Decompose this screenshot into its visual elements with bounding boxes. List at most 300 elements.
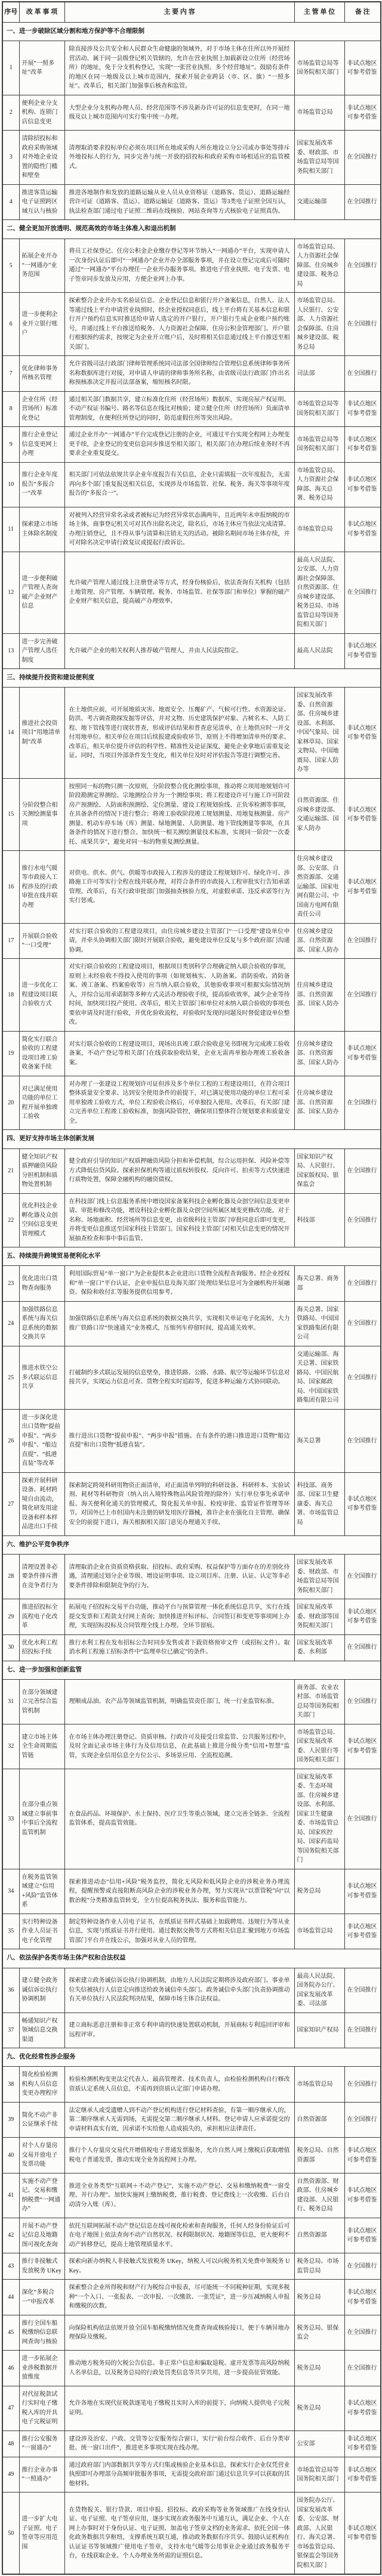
main-content-cell: 探索向新办纳税人非接触式发放税务 UKey，纳税人可以向税务机关免费申领税务 UKey。	[64, 2253, 294, 2280]
main-content-cell: 探索建立政务诚信诉讼执行协调机制，由地方人民法院定期将涉及政府部门、事业单位失信被执行人信息定向推送给政务诚信牵头部门。政务诚信牵头部门负责协调推动有关单位执行人民法院判决结果，保障市场主体合法权益。	[64, 1968, 294, 2012]
row-number-cell: 50	[2, 2493, 19, 2575]
table-row	[2, 2431, 381, 2457]
row-number-cell: 27	[2, 1472, 19, 1535]
remark-cell: 在全国推行	[344, 293, 381, 356]
remark-cell: 在全国推行	[344, 1193, 381, 1247]
column-header-reform-item: 改 革 事 项	[19, 2, 64, 23]
remark-cell: 非试点地区可参考借鉴	[344, 2457, 381, 2493]
row-number-cell: 39	[2, 2102, 19, 2138]
responsible-unit-cell: 交通运输部、海关总署、国家铁路局、中国民航局、国家邮政局、中国国家铁路集团有限公司	[294, 1346, 344, 1409]
remark-cell: 在全国推行	[344, 1634, 381, 1661]
row-number-cell: 20	[2, 1076, 19, 1130]
table-row	[2, 1266, 381, 1302]
main-content-cell: 除直接涉及公共安全和人民群众生命健康的领域外，对于市场主体在住所以外开展经营活动、属于同一县级登记机关管辖的，允许在营业执照上加载新设立住所（经营场所）的地址，免于分支机构登记，实现“一张营业执照、多个经营地址”。鼓励有条件的地区在同一地级及以上城市范围内，探索开展企业跨县（市、区、旗）“一照多址”。改革后，相关部门加强事后核查和监管。	[64, 41, 294, 95]
table-row	[2, 239, 381, 293]
reform-item-cell: 在部分领域建立完善综合监管机制	[19, 1679, 64, 1724]
responsible-unit-cell: 国务院办公厅、国家发展改革委、公安部、财政部、人民银行、海关总署、市场监管总局、银保监会等国务院相关部门	[294, 2493, 344, 2575]
reform-item-cell: 建立市场主体全生命周期监管链	[19, 1724, 64, 1769]
table-row	[2, 1724, 381, 1769]
remark-cell: 非试点地区可参考借鉴	[344, 1869, 381, 1914]
responsible-unit-cell: 市场监管总局	[294, 1914, 344, 1949]
row-number-cell: 26	[2, 1409, 19, 1472]
responsible-unit-cell: 税务总局	[294, 2386, 344, 2431]
row-number-cell: 15	[2, 778, 19, 851]
row-number-cell: 36	[2, 1968, 19, 2012]
section-header-row	[2, 1661, 381, 1679]
main-content-cell: 允许破产管理人通过线上注册登录等方式，经身份核验后，依法查询有关机构（包括土地管理、房产管理、车辆管理、税务、市场监管、社保等部门和单位）掌握的破产企业财产相关信息，提高破产办理效率。	[64, 552, 294, 633]
row-number-cell: 8	[2, 391, 19, 427]
section-header-row	[2, 23, 381, 41]
section-header-row	[2, 220, 381, 239]
remark-cell: 在全国推行	[344, 2253, 381, 2280]
table-row	[2, 1031, 381, 1076]
table-row	[2, 1869, 381, 1914]
row-number-cell: 44	[2, 2280, 19, 2315]
responsible-unit-cell: 海关总署	[294, 1409, 344, 1472]
main-content-cell: 探索整合企业所得税和财产行为税综合申报表，尽可能统一不同税种征期，实现多税种“一个入口、一张报表、一次申报、一次缴款、一张凭证”，进一步压减纳税人申报和缴税的次数。	[64, 2280, 294, 2315]
remark-cell: 非试点地区可参考借鉴	[344, 427, 381, 463]
row-number-cell: 3	[2, 131, 19, 185]
reform-item-cell: 开展联合验收“一口受理”	[19, 923, 64, 959]
main-content-cell: 建立商标恶意注册和非正常专利申请的快速处置联动机制，开展商标专利巡回评审和远程评审。	[64, 2012, 294, 2048]
reform-measures-table	[2, 1, 381, 2575]
table-header-row	[2, 2, 381, 23]
main-content-cell: 在土地供应前，可开展地质灾害、地震安全、压覆矿产、气候可行性、水资源论证、防洪、考古调查勘探发掘等评估，并对文物、历史建筑保护对象、古树名木、人防工程、地下管线等进行现状普查，形成评估结果和普查意见清单，在土地供应时一并交付用地单位。相关单位在项目后续报建或验收环节，原则上不得增加清单外的要求。改革后，相关单位提升评估的科学性、精准性及论证深度，避免企业拿地后需重复论证。同时，当项目外部条件发生变化，相关单位及时对评估报告等进行调整完善。	[64, 688, 294, 779]
main-content-cell: 在市场主体办理注册登记、资质审核、行政许可及接受日常监管、公共服务过程中，及时全面记录市场主体行为及信用信息，在此基础上推进分级分类“信用+智慧”监管，实现企业信用信息全方位公示、多场景应用、全流程追溯。	[64, 1724, 294, 1769]
responsible-unit-cell: 最高人民法院、公安部、人力资源社会保障部、自然资源部、住房城乡建设部、税务总局、市场监管总局等国务院相关部门	[294, 552, 344, 633]
table-row	[2, 184, 381, 220]
row-number-cell: 49	[2, 2457, 19, 2493]
main-content-cell: 对被列入经营异常名录或者被标记为经营异常状态满两年，且近两年未申报纳税的市场主体，商事登记机关可对其作出除名决定，除名后，市场主体应当依法完成清算、办理注销登记，且不得从事与清算和注销无关的活动。被除名期间市场主体存续，并可对除名决定申请行政复议或提起行政诉讼。	[64, 507, 294, 552]
section-title: 九、优化经常性涉企服务	[2, 2048, 381, 2067]
reform-item-cell: 进一步完善破产管理人选任制度	[19, 633, 64, 669]
row-number-cell: 34	[2, 1869, 19, 1914]
table-row	[2, 552, 381, 633]
section-header-row	[2, 1949, 381, 1968]
remark-cell: 在全国推行	[344, 923, 381, 959]
remark-cell: 在全国推行	[344, 1266, 381, 1302]
table-row	[2, 1301, 381, 1346]
column-header-responsible-unit: 主 管 单 位	[294, 2, 344, 23]
responsible-unit-cell: 市场监管总局、人民银行、公安部、人力资源社会保障部、住房城乡建设部、税务总局	[294, 293, 344, 356]
column-header-remark: 备 注	[344, 2, 381, 23]
remark-cell: 在全国推行	[344, 959, 381, 1032]
remark-cell: 在全国推行	[344, 2012, 381, 2048]
reform-item-cell: 推行全国车船税缴纳信息联网查询与核验	[19, 2315, 64, 2351]
reform-item-cell: 对个人存量房交易开放电子发票功能	[19, 2138, 64, 2174]
responsible-unit-cell: 税务总局、银保监会	[294, 2315, 344, 2351]
table-row	[2, 1472, 381, 1535]
main-content-cell: 推动地方税务局的欠税公告信息、非正常户信息和骗取退税、虚开发票等高风险纳税人名单信息，以及税务总局的行政处罚类信息等共享共用，进一步提高征管效能。	[64, 2351, 294, 2386]
responsible-unit-cell: 住房城乡建设部、自然资源部、国家人防办	[294, 1031, 344, 1076]
reform-item-cell: 进一步扩大电子证照、电子签章等应用范围	[19, 2493, 64, 2575]
reform-item-cell: 推行公安服务“一窗通办”	[19, 2431, 64, 2457]
responsible-unit-cell: 国家发展改革委、自然资源部、住房城乡建设部、水利部、中国气象局、国家林草局、国家文物局、中国地震局、国家人防办等	[294, 688, 344, 779]
row-number-cell: 7	[2, 356, 19, 392]
remark-cell: 非试点地区可参考借鉴	[344, 1914, 381, 1949]
table-row	[2, 851, 381, 924]
remark-cell: 非试点地区可参考借鉴	[344, 633, 381, 669]
row-number-cell: 4	[2, 184, 19, 220]
responsible-unit-cell: 科技部	[294, 1193, 344, 1247]
table-row	[2, 2386, 381, 2431]
table-row	[2, 462, 381, 507]
table-row	[2, 1409, 381, 1472]
reform-item-cell: 对已满足使用功能的单位工程开展单独竣工验收	[19, 1076, 64, 1130]
reform-item-cell: 分阶段整合相关测绘测量事项	[19, 778, 64, 851]
remark-cell: 非试点地区可参考借鉴	[344, 41, 381, 95]
reform-item-cell: 清理设置非必要条件排斥潜在竞争者行为	[19, 1555, 64, 1599]
responsible-unit-cell: 市场监管总局	[294, 95, 344, 131]
remark-cell: 非试点地区可参考借鉴	[344, 2218, 381, 2253]
remark-cell: 在全国推行	[344, 356, 381, 392]
responsible-unit-cell: 税务总局	[294, 2351, 344, 2386]
main-content-cell: 大型企业分支机构办理人员、经营范围等不涉及新办许可证的信息变更时，在同一地级及以上城市范围内可实行集中统一办理。	[64, 95, 294, 131]
column-header-main-content: 主 要 内 容	[64, 2, 294, 23]
row-number-cell: 37	[2, 2012, 19, 2048]
remark-cell: 在全国推行	[344, 1555, 381, 1599]
remark-cell: 非试点地区可参考借鉴	[344, 1599, 381, 1635]
responsible-unit-cell: 科技部、商务部、国家卫生健康委、海关总署、市场监管总局	[294, 1472, 344, 1535]
section-header-row	[2, 1247, 381, 1266]
reform-item-cell: 简化检验检测机构人员信息变更办理程序	[19, 2067, 64, 2103]
reform-item-cell: 在部分重点领域建立事前事中事后全流程监管机制	[19, 1769, 64, 1869]
remark-cell: 在全国推行	[344, 131, 381, 185]
row-number-cell: 16	[2, 851, 19, 924]
table-row	[2, 2138, 381, 2174]
main-content-cell: 依托互联网拓展不动产登记信息在线可视化检索和查询服务，任何人经身份验证后可在电子地图上依法查询不动产自然状况、权利限制状况、地籍图等信息，更大便利不动产转移登记，提高土地管理质量水平。	[64, 2218, 294, 2253]
responsible-unit-cell: 最高人民法院	[294, 633, 344, 669]
responsible-unit-cell: 国家发展改革委、财政部、市场监管总局等国务院相关部门	[294, 1555, 344, 1599]
table-body	[2, 23, 381, 2575]
row-number-cell: 17	[2, 923, 19, 959]
section-title: 八、依法保护各类市场主体产权和合法权益	[2, 1949, 381, 1968]
table-row	[2, 2173, 381, 2218]
section-title: 一、进一步破除区域分割和地方保护等不合理限制	[2, 23, 381, 41]
row-number-cell: 6	[2, 293, 19, 356]
responsible-unit-cell: 市场监管总局	[294, 2067, 344, 2103]
remark-cell: 在全国推行	[344, 1769, 381, 1869]
responsible-unit-cell: 市场监管总局等国务院相关部门	[294, 2457, 344, 2493]
reform-item-cell: 畅通知识产权领域信息交换渠道	[19, 2012, 64, 2048]
remark-cell: 非试点地区可参考借鉴	[344, 2493, 381, 2575]
responsible-unit-cell: 公安部	[294, 2431, 344, 2457]
table-row	[2, 2218, 381, 2253]
responsible-unit-cell: 国家发展改革委、生态环境部、住房城乡建设部、水利部、国家卫生健康委、市场监管总局、国家疾控局、国家药监局等国务院相关部门	[294, 1769, 344, 1869]
responsible-unit-cell: 交通运输部	[294, 184, 344, 220]
main-content-cell: 向保险机构依法依规开放全国车船税缴纳情况免费查询或核验接口，便于车辆异地办理保险及缴税。	[64, 2315, 294, 2351]
reform-item-cell: 实行特种设备作业人员证书电子化管理	[19, 1914, 64, 1949]
remark-cell: 非试点地区可参考借鉴	[344, 462, 381, 507]
main-content-cell: 推行水利工程在发布招标公告时同步发售或者下载资格预审文件（或招标文件）。取消水利工程施工招标条件中“监理单位已确定”的条件。	[64, 1634, 294, 1661]
main-content-cell: 允许破产企业的相关权利人推荐破产管理人，并由人民法院指定。	[64, 633, 294, 669]
remark-cell: 非试点地区可参考借鉴	[344, 688, 381, 779]
responsible-unit-cell: 国家发展改革委、水利部	[294, 1634, 344, 1661]
main-content-cell: 加强铁路信息系统与海关信息系统的数据交换共享，实现相关单证电子化流转，大力推广铁路口岸“快速通关”业务模式，压缩列车停留时间，提高通关效率。	[64, 1301, 294, 1346]
table-row	[2, 959, 381, 1032]
reform-item-cell: 推行企业登记信息变更网上办理	[19, 427, 64, 463]
row-number-cell: 14	[2, 688, 19, 779]
remark-cell: 在全国推行	[344, 2315, 381, 2351]
main-content-cell: 法定继承人或受遗赠人到不动产登记机构进行登记材料查验，有第一顺序继承人的，第二顺序继承人无需到场，无需提交第二顺序继承人材料。登记申请人应承诺提交的申请材料真实有效，因承诺不实给他人造成损失的，承担相应法律责任。	[64, 2102, 294, 2138]
responsible-unit-cell: 税务总局、市场监管总局	[294, 2253, 344, 2280]
table-row	[2, 427, 381, 463]
reform-item-cell: 推进水铁空公多式联运信息共享	[19, 1346, 64, 1409]
main-content-cell: 按照同一标的物只测一次原则，分阶段整合优化测绘事项，推动将立项用地规划许可阶段勘测定界测绘、宗地测绘合并为一个测绘事项；将工程建设许可与施工许可阶段房产预测绘、人防面积预测绘、定位测量、建设工程规划验线、正负零检测等事项，在具备条件的情况下进行整合；将竣工验收阶段竣工规划测量、用地复核测量、房产测量、机动车停车场（库）测量、绿地测量、人防测量、地下管线测量等事项，在具备条件的情况下进行整合。加快统一相关测绘测量技术标准，实现同一阶段“一次委托、成果共享”，避免对同一标的物重复测绘测量。	[64, 778, 294, 851]
remark-cell: 在全国推行	[344, 1076, 381, 1130]
responsible-unit-cell: 住房城乡建设部、自然资源部、国家人防办	[294, 959, 344, 1032]
table-row	[2, 1914, 381, 1949]
main-content-cell: 探索制定跨境科研用物资正面清单，对正面清单列明的科研设备、科研样本、实验试剂、耗材等科研物资（纳入出入境特殊物品风险管理的除外）实行单位事先承诺申报、海关便利化通关的管理模式，简化报关单申报、检疫审批、监管证件管理等环节。对国外已上市但国内未注册的研发用医疗器械，准许企业在强化自主管理、确保安全的前提下进口，海关根据相关部门意见办理通关手续。	[64, 1472, 294, 1535]
main-content-cell: 在货物报关、银行贷款、项目申报、招投标、政府采购等业务领域推广在线身份认证、电子证照、电子签章应用，逐步实现在政务服务中互通互认，满足企业、个人在网上办事时对于身份认证、电子证照、加盖电子签章文档的业务需求。依托全国一体化政务数据共享枢纽，支撑系统互联互通，推动政务数据有序共享。鼓励认证机构在认证证书等领域推广使用电子签章，支持水电气暖等公用事业企业通过政务服务平台，在线获取企业、个人办理业务所需的证照信息。	[64, 2493, 294, 2575]
table-row	[2, 2280, 381, 2315]
table-row	[2, 1679, 381, 1724]
main-content-cell: 探索推进动态“信用+风险”税务监控，简化无风险和低风险企业的涉税业务办理流程，提醒预警或直接阻断高风险企业的涉税业务办理，努力实现从“以票管税”向“以数治税”分类精准监管转变，全方位提高税务执法、服务和监管能力。	[64, 1869, 294, 1914]
reform-item-cell: 开展“一照多址”改革	[19, 41, 64, 95]
table-row	[2, 2351, 381, 2386]
reform-item-cell: 在税务监管领域建立“信用+风险”监管体系	[19, 1869, 64, 1914]
responsible-unit-cell: 市场监管总局等国务院相关部门	[294, 427, 344, 463]
row-number-cell: 43	[2, 2253, 19, 2280]
main-content-cell: 清理取消要求投标单位必须在项目所在地或采购人所在地设立分公司或办事处等排斥外地投标人的行为，同步完善与统一开放的招投标和政府采购市场相适应的监管模式。	[64, 131, 294, 185]
responsible-unit-cell: 市场监管总局等国务院相关部门	[294, 391, 344, 427]
reform-item-cell: 清除招投标和政府采购领域对外地企业设置的隐性门槛和壁垒	[19, 131, 64, 185]
table-row	[2, 2315, 381, 2351]
main-content-cell: 理顺成品油、农产品等领域监管机制，明确监管责任部门，统一行业监管标准。	[64, 1679, 294, 1724]
section-header-row	[2, 1535, 381, 1554]
main-content-cell: 推行进出口货物“提前申报”、“两步申报”措施。在有条件的港口推进进口货物“船边直提”和出口货物“抵港直装”。	[64, 1409, 294, 1472]
main-content-cell: 利用国际贸易“单一窗口”为企业提供本企业进出口货物全流程查询服务。经企业授权和“单一窗口”平台认证，企业申报信息及海关部门处理结果信息可为金融机构开展融资、保险和收付汇等服务提供信用参考。	[64, 1266, 294, 1302]
main-content-cell: 允许省级司法行政部门律师管理系统同司法部全国律师综合管理信息系统律师事务所名称数据库进行对接，对申请人申请的律师事务所名称，由省级司法行政部门作出名称预核准决定并报司法部备案，缩短核名时限。	[64, 356, 294, 392]
section-title: 六、维护公平竞争秩序	[2, 1535, 381, 1554]
reform-item-cell: 拓展企业开办“一网通办”业务范围	[19, 239, 64, 293]
reform-item-cell: 进一步拓展企业涉税数据开放维度	[19, 2351, 64, 2386]
main-content-cell: 在科技部门线上信息服务系统中增设国家备案科技企业孵化器及众创空间信息变更申请、审批和修改功能，增设科技企业孵化器及众创空间所属区域变更修改功能。对于名称、场地面积、经营场所等信息变更，由省级科技主管部门审批同意后即可变更，并将变更信息推送至国家科技主管部门。国家科技主管部门对相关信息变更的情况开展抽查检查和事中事后监管。	[64, 1193, 294, 1247]
responsible-unit-cell: 海关总署、国家铁路局、中国国家铁路集团有限公司	[294, 1301, 344, 1346]
remark-cell: 在全国推行	[344, 2102, 381, 2138]
responsible-unit-cell: 税务总局	[294, 2280, 344, 2315]
remark-cell: 非试点地区可参考借鉴	[344, 851, 381, 924]
table-row	[2, 2253, 381, 2280]
row-number-cell: 35	[2, 1914, 19, 1949]
reform-item-cell: 进一步深化进出口货物“提前申报”、“两步申报”、“船边直提”、“抵港直装”等改革	[19, 1409, 64, 1472]
section-header-row	[2, 2048, 381, 2067]
remark-cell: 非试点地区可参考借鉴	[344, 1472, 381, 1535]
row-number-cell: 24	[2, 1301, 19, 1346]
reform-item-cell: 进一步优化工程建设项目联合验收方式	[19, 959, 64, 1032]
row-number-cell: 9	[2, 427, 19, 463]
main-content-cell: 对实行联合验收的工程建设项目，现场出具竣工联合验收意见书即视为完成竣工验收备案，不动产登记等相关部门在线获取验收结果，企业无需再单独办理竣工验收备案。	[64, 1031, 294, 1076]
reform-item-cell: 便利企业分支机构、连锁门店信息变更	[19, 95, 64, 131]
responsible-unit-cell: 司法部	[294, 356, 344, 392]
main-content-cell: 将员工社保登记、住房公积金企业缴存登记等环节纳入“一网通办”平台，实现申请人一次身份认证后即可“一网通办”企业开办全部服务事项，并在设立登记完成后可随时通过“一网通办”平台办理任一企业开办服务事项。推进电子营业执照、电子发票、电子签章同步发放及应用，方便企业网上办事。	[64, 239, 294, 293]
row-number-cell: 31	[2, 1679, 19, 1724]
responsible-unit-cell: 自然资源部	[294, 2102, 344, 2138]
section-header-row	[2, 1130, 381, 1148]
row-number-cell: 22	[2, 1193, 19, 1247]
table-row	[2, 1769, 381, 1869]
remark-cell: 在全国推行	[344, 1409, 381, 1472]
main-content-cell: 允许各地在实现代征税款逐笔电子缴税且实时入库的前提下，向纳税人提供电子完税证明。	[64, 2386, 294, 2431]
reform-item-cell: 深化“多税合一”申报改革	[19, 2280, 64, 2315]
reform-item-cell: 优化进出口货物查询服务	[19, 1266, 64, 1302]
responsible-unit-cell: 国家发展改革委、财政部、市场监管总局等国务院相关部门	[294, 131, 344, 185]
row-number-cell: 10	[2, 462, 19, 507]
reform-item-cell: 探索开展科研设备、耗材跨境自由流动，简化研发用途设备和样本样品进出口手续	[19, 1472, 64, 1535]
reform-item-cell: 优化水利工程招投标手续	[19, 1634, 64, 1661]
responsible-unit-cell: 市场监管总局、人力资源社会保障部、住房城乡建设部、税务总局	[294, 239, 344, 293]
table-row	[2, 2067, 381, 2103]
table-row	[2, 1634, 381, 1661]
remark-cell: 在全国推行	[344, 1148, 381, 1193]
responsible-unit-cell: 市场监管总局等国务院相关部门	[294, 41, 344, 95]
table-row	[2, 1599, 381, 1635]
remark-cell: 在全国推行	[344, 552, 381, 633]
table-row	[2, 1076, 381, 1130]
remark-cell: 在全国推行	[344, 1679, 381, 1724]
main-content-cell: 通过企业开办“一网通办”平台完成登记注册的企业，可通过平台实现全程网上办理变更手续，企业登记的变更信息同步推送至相关部门，相关部门在办理后续业务时不再要求企业重复提交。	[64, 427, 294, 463]
table-row	[2, 1346, 381, 1409]
main-content-cell: 推行个人存量房交易代开增值税电子普通发票服务，允许自然人网上缴税后获取增值税电子普通发票，推动实现全业务流程网上办理。	[64, 2138, 294, 2174]
table-row	[2, 2493, 381, 2575]
reform-item-cell: 优化科技企业孵化器及众创空间信息变更管理模式	[19, 1193, 64, 1247]
reform-item-cell: 推进社会投资项目“用地清单制”改革	[19, 688, 64, 779]
remark-cell: 非试点地区可参考借鉴	[344, 2386, 381, 2431]
main-content-cell: 对办理了一张建设工程规划许可证但涉及多个单位工程的工程建设项目，在符合项目整体质量安全要求、达到安全使用条件的前提下，对已满足使用功能的单位工程可采用单独竣工验收方式，单位工程验收合格后，可单独投入使用。改革后，有关部门建立完善单位工程竣工验收标准，加强风险管控，确保项目整体符合规划要求和质量安全。	[64, 1076, 294, 1130]
remark-cell: 在全国推行	[344, 184, 381, 220]
responsible-unit-cell: 市场监管总局、国家发展改革委、人民银行等国务院相关部门	[294, 1724, 344, 1769]
reform-item-cell: 加强铁路信息系统与海关信息系统的数据交换共享	[19, 1301, 64, 1346]
reform-item-cell: 健全知识产权质押融资风险分担机制和质物处置机制	[19, 1148, 64, 1193]
responsible-unit-cell: 住房城乡建设部、自然资源部、国家人防办	[294, 1076, 344, 1130]
section-title: 三、持续提升投资和建设便利度	[2, 669, 381, 688]
remark-cell: 非试点地区可参考借鉴	[344, 778, 381, 851]
remark-cell: 非试点地区可参考借鉴	[344, 1724, 381, 1769]
section-title: 五、持续提升跨境贸易便利化水平	[2, 1247, 381, 1266]
responsible-unit-cell: 税务总局、自然资源部	[294, 2138, 344, 2174]
row-number-cell: 1	[2, 41, 19, 95]
section-title: 二、健全更加开放透明、规范高效的市场主体准入和退出机制	[2, 220, 381, 239]
table-row	[2, 95, 381, 131]
remark-cell: 在全国推行	[344, 239, 381, 293]
table-row	[2, 1555, 381, 1599]
table-row	[2, 778, 381, 851]
main-content-cell: 健全政府引导的知识产权质押融资风险分担和补偿机制，综合运用担保、风险补偿等方式降低信贷风险。探索担保机构等通过质权转股权、反向许可、拍卖等方式快速进行质物处置，保障金融机构的融资债权。	[64, 1148, 294, 1193]
table-row	[2, 688, 381, 779]
responsible-unit-cell: 住房城乡建设部、公安部、自然资源部、交通运输部、国家电网有限公司、中国南方电网有限责任公司	[294, 851, 344, 924]
table-row	[2, 293, 381, 356]
responsible-unit-cell: 国家发展改革委、财政部等国务院相关部门	[294, 1599, 344, 1635]
responsible-unit-cell: 商务部、农业农村部、市场监管总局等国务院相关部门	[294, 1679, 344, 1724]
row-number-cell: 45	[2, 2315, 19, 2351]
main-content-cell: 对实行联合验收的工程建设项目，由住房城乡建设主管部门“一口受理”建设单位申请，并牵头协调相关部门限时开展联合验收，避免建设单位反复与多个政府部门沟通协调。	[64, 923, 294, 959]
row-number-cell: 2	[2, 95, 19, 131]
reform-item-cell: 开展不动产登记信息及地籍图可视化查询	[19, 2218, 64, 2253]
table-row	[2, 1193, 381, 1247]
table-row	[2, 2102, 381, 2138]
row-number-cell: 19	[2, 1031, 19, 1076]
reform-item-cell: 实施不动产登记、交易和缴纳税费“一网通办”	[19, 2173, 64, 2218]
main-content-cell: 探索整合企业开办实名验证信息、企业登记信息和银行开户备案信息，自然人、法人等通过线上平台申请营业执照时，经企业授权同意后，线上平台将有关基本信息和银行开户预约信息实时推送给申请人选定的开户银行，开户银行生成企业账户预约账号，并通过线上平台推送给税务、人力资源社会保障、住房公积金管理部门。开户银行根据预约需求，按规定为企业开立账户后，及时将相关信息通过线上平台推送至相关部门。	[64, 293, 294, 356]
reform-item-cell: 推行非接触式发放税务 UKey	[19, 2253, 64, 2280]
remark-cell: 在全国推行	[344, 1968, 381, 2012]
main-content-cell: 对供电、供水、供气、供暖等市政接入工程涉及的建设工程规划许可、绿化许可、涉路施工许可等实行全程在线并联办理，对符合条件的市政接入工程审批实行告知承诺管理。改革后，有关行政审批部门加强抽查核验力度，对虚假承诺、违反承诺等行为实行惩戒。	[64, 851, 294, 924]
table-row	[2, 41, 381, 95]
remark-cell: 非试点地区可参考借鉴	[344, 2173, 381, 2218]
row-number-cell: 23	[2, 1266, 19, 1302]
responsible-unit-cell: 自然资源部、住房城乡建设部、交通运输部、国家人防办	[294, 778, 344, 851]
remark-cell: 在全国推行	[344, 2351, 381, 2386]
responsible-unit-cell: 市场监管总局、人力资源社会保障部、海关总署、税务总局	[294, 462, 344, 507]
responsible-unit-cell: 最高人民法院、国务院办公厅、国家发展改革委、司法部	[294, 1968, 344, 2012]
main-content-cell: 建设涉及治安、户政、交管等公安服务综合窗口，实行“前台综合收件、后台分类审批、统一窗口出件”，推进更多事项实现在线办理。	[64, 2431, 294, 2457]
table-row	[2, 2012, 381, 2048]
remark-cell: 非试点地区可参考借鉴	[344, 2280, 381, 2315]
row-number-cell: 46	[2, 2351, 19, 2386]
remark-cell: 非试点地区可参考借鉴	[344, 95, 381, 131]
main-content-cell: 制定特种设备作业人员电子证书，在纸质证书样式基础上加载聘用、违规行为等从业信息，实现与纸质证书并行使用。通过数据交换等方式将相关信息汇聚到地方市场监管部门平台并在线公示，加强对从业人员的管理。	[64, 1914, 294, 1949]
main-content-cell: 拓展电子招投标交易平台功能，推动平台与预算管理一体化系统信息共享，实行在线提交发票和工程款支付网上查询；加快推进开标评标、合同签订和变更等事项网上办理，实现招标投标及合同管理全线上办理、全环节留痕。	[64, 1599, 294, 1635]
main-content-cell: 对实行联合验收的工程建设项目，根据项目类别科学合理确定纳入联合验收的事项，原则上未经验收不得投入使用的事项（如规划核实、人防备案、消防验收、消防备案、竣工备案、档案验收等）应当纳入联合验收，其他验收事项可根据实际情况纳入，并综合运用承诺制等多种方式灵活办理验收手续，提高验收效率，减少企业等待时间，加快项目投产使用。改革后，相关主管部门和单位对未纳入联合验收的事项也要依申请及时进行验收，并优化验收流程，对验收时发现的问题及时督促建设单位整改。	[64, 959, 294, 1032]
section-header-row	[2, 669, 381, 688]
main-content-cell: 推进全业务类型“互联网＋不动产登记”，实施不动产登记、交易和缴纳税费“一窗受理、并行办理”。加快实施网上缴纳税费，推行税费、登记费线上一次收缴、后台自动清分入账（库）。	[64, 2173, 294, 2218]
main-content-cell: 检验检测机构变更法定代表人、最高管理者、技术负责人，由检验检测机构自行修改资质认定系统人员信息，不需再到资质认定部门申请办理。	[64, 2067, 294, 2103]
table-row	[2, 391, 381, 427]
main-content-cell: 在食品药品、环境保护、水土保持、医疗卫生等重点领域，建立完善全链条、全流程监管体系，提高监管效能。	[64, 1769, 294, 1869]
reform-item-cell: 企业住所（经营场所）标准化登记	[19, 391, 64, 427]
responsible-unit-cell: 税务总局	[294, 1869, 344, 1914]
responsible-unit-cell: 自然资源部	[294, 2218, 344, 2253]
row-number-cell: 11	[2, 507, 19, 552]
table-row	[2, 356, 381, 392]
table-row	[2, 633, 381, 669]
reform-item-cell: 进一步便利企业开立银行账户	[19, 293, 64, 356]
reform-item-cell: 进一步便利破产管理人查询破产企业财产信息	[19, 552, 64, 633]
row-number-cell: 30	[2, 1634, 19, 1661]
reform-item-cell: 探索建立市场主体除名制度	[19, 507, 64, 552]
row-number-cell: 13	[2, 633, 19, 669]
table-row	[2, 923, 381, 959]
table-row	[2, 131, 381, 185]
row-number-cell: 38	[2, 2067, 19, 2103]
responsible-unit-cell: 国家知识产权局、人民银行、国家版权局、银保监会	[294, 1148, 344, 1193]
reform-item-cell: 简化实行联合验收的工程建设项目竣工验收备案手续	[19, 1031, 64, 1076]
column-header-number: 序号	[2, 2, 19, 23]
main-content-cell: 清理取消企业在资质资格获取、招投标、政府采购、权益保护等方面存在的差别化待遇，清理通过划分企业等级、增设证明事项、设立项目库、注册、认证、认定等非必要条件排除和限制竞争的行为。	[64, 1555, 294, 1599]
row-number-cell: 21	[2, 1148, 19, 1193]
remark-cell: 在全国推行	[344, 1346, 381, 1409]
reform-item-cell: 推进招投标全流程电子化改革	[19, 1599, 64, 1635]
row-number-cell: 42	[2, 2218, 19, 2253]
table-row	[2, 2457, 381, 2493]
reform-item-cell: 推行企业办事“一照通办”	[19, 2457, 64, 2493]
reform-item-cell: 对代征税款试行实时电子缴税入库的开具电子完税证明	[19, 2386, 64, 2431]
row-number-cell: 40	[2, 2138, 19, 2174]
section-title: 四、更好支持市场主体创新发展	[2, 1130, 381, 1148]
reform-item-cell: 推行企业年度报告“多报合一”改革	[19, 462, 64, 507]
remark-cell: 在全国推行	[344, 2067, 381, 2103]
table-row	[2, 1968, 381, 2012]
table-row	[2, 507, 381, 552]
remark-cell: 在全国推行	[344, 1301, 381, 1346]
row-number-cell: 29	[2, 1599, 19, 1635]
remark-cell: 非试点地区可参考借鉴	[344, 2138, 381, 2174]
reform-item-cell: 推进客货运输电子证照跨区域互认与核验	[19, 184, 64, 220]
reform-item-cell: 推行水电气暖等市政接入工程涉及的行政审批在线并联办理	[19, 851, 64, 924]
main-content-cell: 推进各地制作和发放的道路运输从业人员从业资格证（道路客、货运）、道路运输经营许可证（道路客、货运）、道路运输证（道路客、货运）等3类电子证照全国互认，执法检查部门通过电子证照二维码在线核验、网站查询等方式核验电子证照真伪。	[64, 184, 294, 220]
main-content-cell: 通过相关部门数据共享，建立标准化住所（经营场所）数据库，实现房屋产权证明、不动产权证书编号、路名等信息在线比对核验；建立健全住所（经营场所）负面清单管理制度，在便利住所登记的同时，防范虚假住所等突出风险。	[64, 391, 294, 427]
responsible-unit-cell: 自然资源部、财政部、住房城乡建设部、人民银行、税务总局	[294, 2173, 344, 2218]
